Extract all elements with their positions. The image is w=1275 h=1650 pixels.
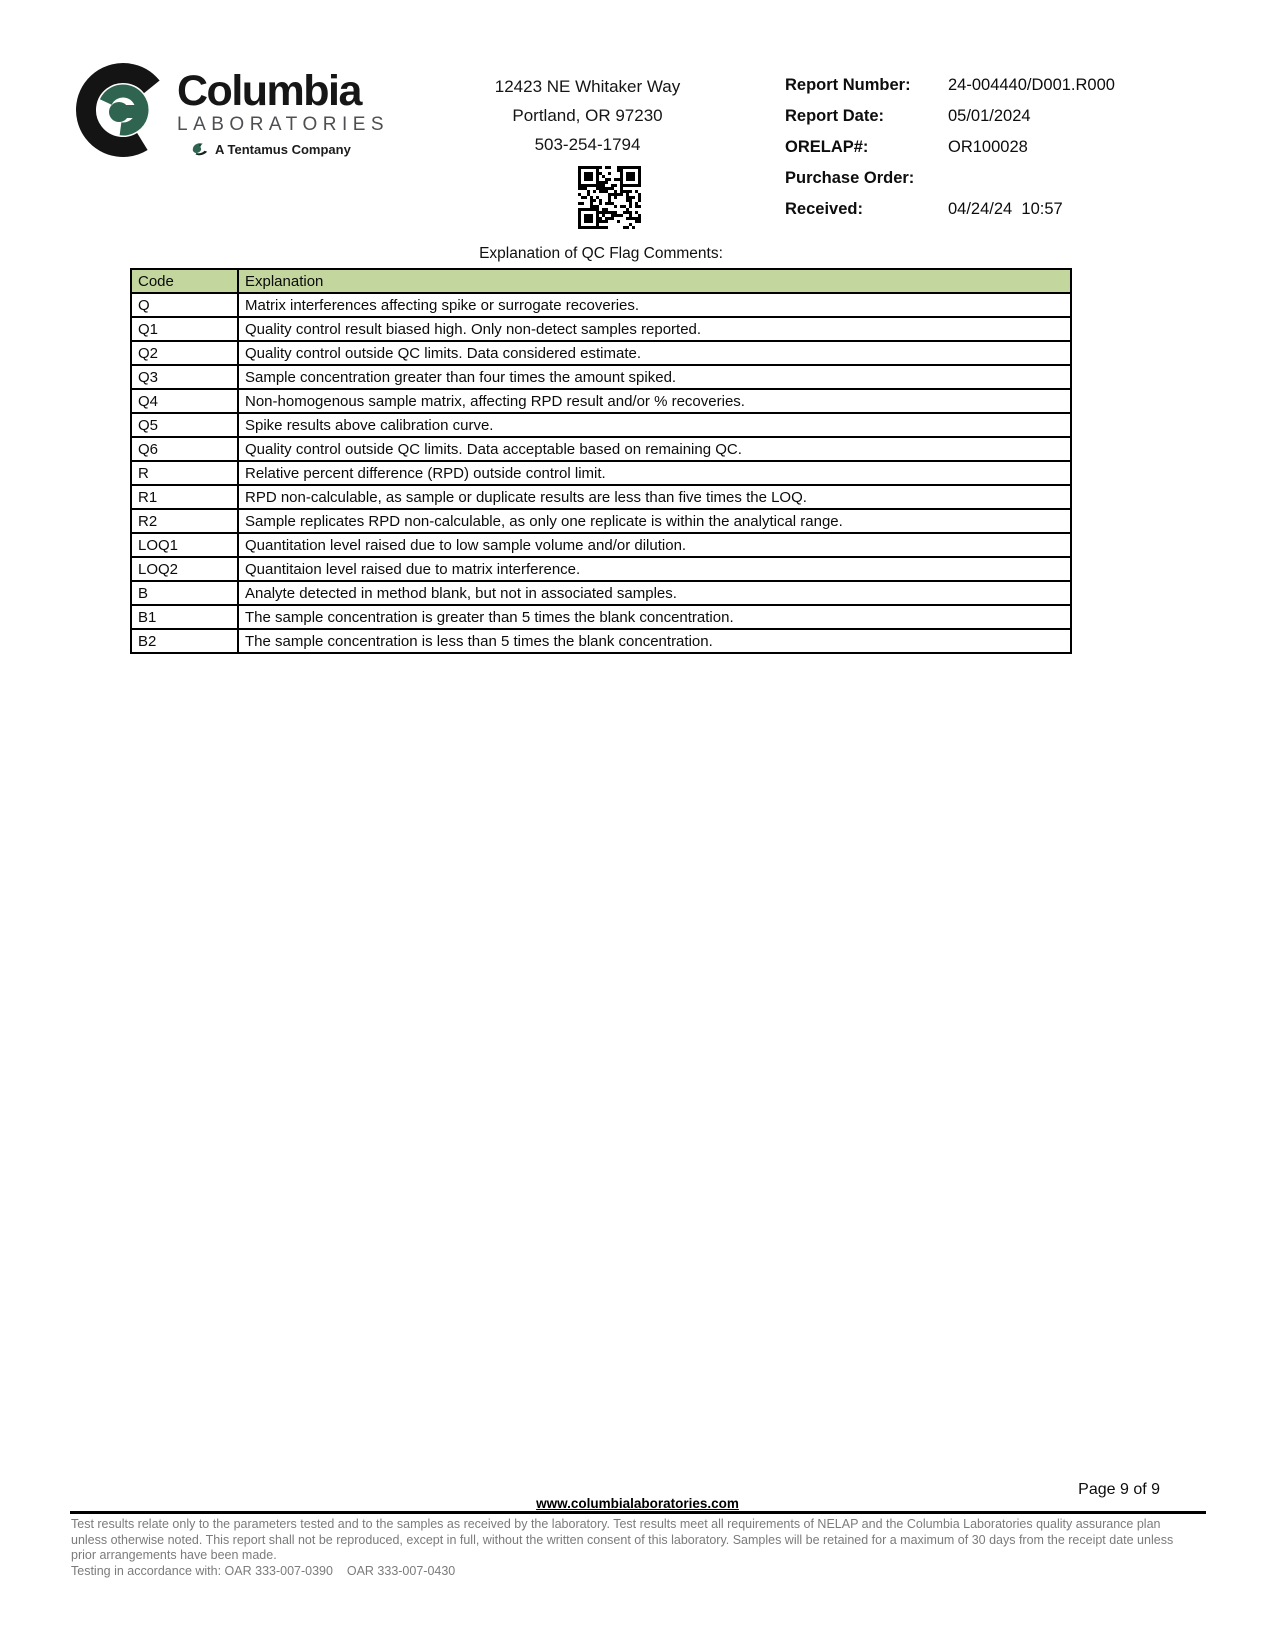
qc-code-cell: B	[131, 581, 238, 605]
info-value: 24-004440/D001.R000	[948, 76, 1115, 94]
info-value: 05/01/2024	[948, 107, 1031, 125]
info-label: Received:	[785, 200, 863, 218]
qr-code-wrap	[578, 166, 641, 229]
tentamus-tagline	[191, 141, 389, 157]
qc-table-row	[131, 485, 1071, 509]
info-value: OR100028	[948, 138, 1028, 156]
qc-table-header-row	[131, 269, 1071, 293]
qc-code-cell: R2	[131, 509, 238, 533]
qc-code-cell: B2	[131, 629, 238, 653]
qc-code-cell: LOQ1	[131, 533, 238, 557]
tagline-label: A Tentamus Company	[215, 141, 351, 157]
qc-code-cell: Q1	[131, 317, 238, 341]
disclaimer-line: unless otherwise noted. This report shall not be reproduced, except in full, without the written consent of this laboratory. Samples will be retained for a maximum of 30 days from the receipt date unless	[71, 1532, 1174, 1547]
report-info	[785, 74, 1115, 229]
footer-divider	[70, 1511, 1206, 1514]
qc-table-row	[131, 629, 1071, 653]
qc-explanation-cell: RPD non-calculable, as sample or duplicate results are less than five times the LOQ.	[238, 485, 1071, 509]
qc-code-cell: Q5	[131, 413, 238, 437]
qc-explanation-cell: Analyte detected in method blank, but not in associated samples.	[238, 581, 1071, 605]
qc-table-row	[131, 365, 1071, 389]
info-label: ORELAP#:	[785, 138, 869, 156]
qc-table-row	[131, 581, 1071, 605]
qc-code-cell: Q	[131, 293, 238, 317]
qc-explanation-cell: Quality control result biased high. Only non-detect samples reported.	[238, 317, 1071, 341]
qc-explanation-cell: Sample replicates RPD non-calculable, as only one replicate is within the analytical range.	[238, 509, 1071, 533]
brand-subtitle: LABORATORIES	[177, 114, 390, 135]
qc-table-row	[131, 605, 1071, 629]
qc-header-code: Code	[131, 269, 238, 293]
qc-code-cell: LOQ2	[131, 557, 238, 581]
qc-table-row	[131, 389, 1071, 413]
qr-code	[578, 166, 641, 229]
qc-explanation-cell: The sample concentration is greater than 5 times the blank concentration.	[238, 605, 1071, 629]
address-line: 503-254-1794	[534, 135, 641, 154]
qc-explanation-cell: Matrix interferences affecting spike or surrogate recoveries.	[238, 293, 1071, 317]
brand-name: Columbia	[177, 67, 361, 115]
page-indicator: Page 9 of 9	[1078, 1481, 1160, 1498]
lab-address	[420, 72, 755, 159]
qc-explanation-cell: Quantitation level raised due to low sample volume and/or dilution.	[238, 533, 1071, 557]
qc-explanation-cell: The sample concentration is less than 5 times the blank concentration.	[238, 629, 1071, 653]
qc-table-title: Explanation of QC Flag Comments:	[479, 245, 723, 262]
qc-table-row	[131, 461, 1071, 485]
qc-table-row	[131, 557, 1071, 581]
info-label: Report Number:	[785, 76, 911, 94]
qc-table-row	[131, 437, 1071, 461]
qc-flag-table	[130, 268, 1072, 654]
footer-disclaimer	[71, 1517, 1173, 1579]
address-line: 12423 NE Whitaker Way	[494, 77, 681, 96]
header-logo	[73, 60, 389, 160]
qc-table-row	[131, 413, 1071, 437]
qc-explanation-cell: Quality control outside QC limits. Data considered estimate.	[238, 341, 1071, 365]
info-value: 04/24/24 10:57	[948, 200, 1063, 218]
qc-table-row	[131, 509, 1071, 533]
tentamus-bird-icon	[191, 141, 209, 157]
qc-explanation-cell: Quantitaion level raised due to matrix interference.	[238, 557, 1071, 581]
qc-code-cell: B1	[131, 605, 238, 629]
info-row	[785, 198, 1115, 221]
website-link[interactable]: www.columbialaboratories.com	[536, 1496, 739, 1511]
qc-explanation-cell: Sample concentration greater than four times the amount spiked.	[238, 365, 1071, 389]
info-row	[785, 167, 1115, 190]
qc-table-row	[131, 293, 1071, 317]
info-row	[785, 105, 1115, 128]
qc-explanation-cell: Non-homogenous sample matrix, affecting RPD result and/or % recoveries.	[238, 389, 1071, 413]
qc-explanation-cell: Spike results above calibration curve.	[238, 413, 1071, 437]
info-label: Purchase Order:	[785, 169, 915, 187]
qc-code-cell: Q6	[131, 437, 238, 461]
qc-code-cell: Q3	[131, 365, 238, 389]
info-row	[785, 74, 1115, 97]
address-line: Portland, OR 97230	[512, 106, 663, 125]
qc-explanation-cell: Quality control outside QC limits. Data acceptable based on remaining QC.	[238, 437, 1071, 461]
qc-code-cell: Q4	[131, 389, 238, 413]
qc-code-cell: Q2	[131, 341, 238, 365]
disclaimer-line: Test results relate only to the parameters tested and to the samples as received by the laboratory. Test results meet all requirements of NELAP and the Columbia Laboratories quality assurance plan	[71, 1517, 1161, 1531]
qc-table-row	[131, 317, 1071, 341]
qc-code-cell: R	[131, 461, 238, 485]
qc-table-row	[131, 341, 1071, 365]
logo-text	[177, 60, 389, 157]
info-label: Report Date:	[785, 107, 885, 125]
disclaimer-line: Testing in accordance with: OAR 333-007-0390 OAR 333-007-0430	[71, 1563, 456, 1578]
info-row	[785, 136, 1115, 159]
qc-header-explanation: Explanation	[238, 269, 1071, 293]
qc-explanation-cell: Relative percent difference (RPD) outside control limit.	[238, 461, 1071, 485]
columbia-logo-icon	[73, 60, 173, 160]
disclaimer-line: prior arrangements have been made.	[71, 1548, 277, 1562]
qc-table-row	[131, 533, 1071, 557]
qc-code-cell: R1	[131, 485, 238, 509]
